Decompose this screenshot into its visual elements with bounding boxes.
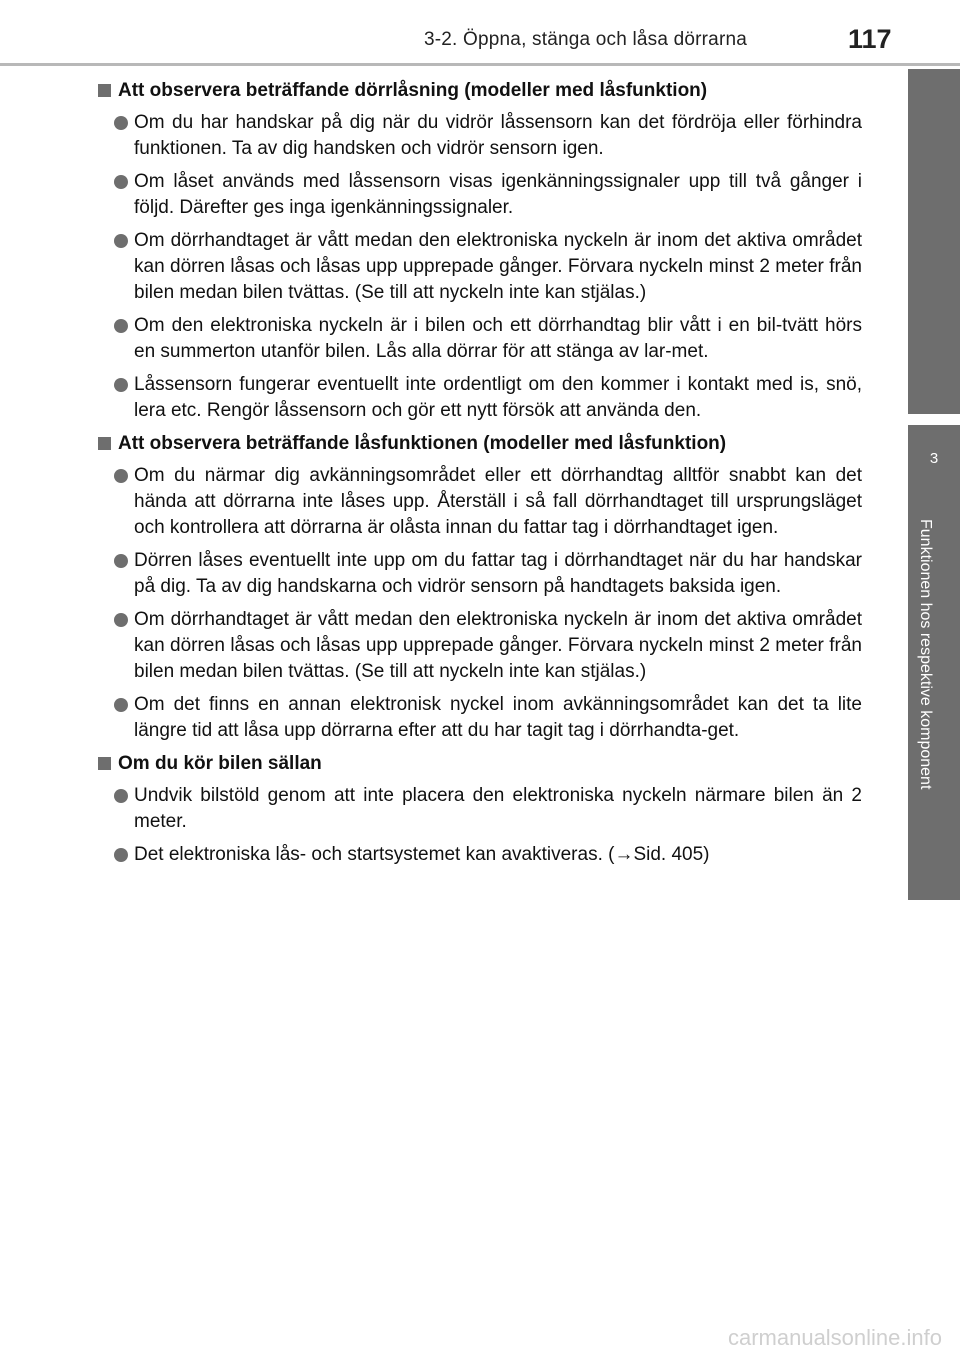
bullet-text: Om dörrhandtaget är vått medan den elektroniska nyckeln är inom det aktiva området kan dörren låsas och låsas upp upprepade gånger. Förvara nyckeln minst 2 meter från bilen medan bilen tvättas. (Se till att nyckeln inte kan stjälas.): [134, 609, 862, 682]
bullet-item: [96, 372, 862, 424]
circle-bullet-icon: [114, 698, 128, 712]
bullet-item: [96, 692, 862, 744]
bullet-text: Om den elektroniska nyckeln är i bilen och ett dörrhandtag blir vått i en bil-tvätt hörs en summerton utanför bilen. Lås alla dörrar för att stänga av lar-met.: [134, 315, 862, 362]
bullet-text: Det elektroniska lås- och startsystemet kan avaktiveras. (→Sid. 405): [134, 844, 710, 865]
circle-bullet-icon: [114, 319, 128, 333]
circle-bullet-icon: [114, 554, 128, 568]
section-heading: [96, 431, 862, 457]
circle-bullet-icon: [114, 789, 128, 803]
bullet-item: [96, 110, 862, 162]
bullet-item: [96, 607, 862, 685]
header-title: 3-2. Öppna, stänga och låsa dörrarna: [424, 29, 748, 50]
header-divider: [0, 63, 960, 66]
square-bullet-icon: [98, 437, 111, 450]
bullet-text: Låssensorn fungerar eventuellt inte ordentligt om den kommer i kontakt med is, snö, lera etc. Rengör låssensorn och gör ett nytt försök att använda den.: [134, 374, 862, 421]
page-content: [96, 78, 862, 875]
bullet-text: Dörren låses eventuellt inte upp om du fattar tag i dörrhandtaget när du har handskar på dig. Ta av dig handskarna och vidrör sensorn på handtagets baksida igen.: [134, 550, 862, 597]
bullet-item: [96, 313, 862, 365]
bullet-item: [96, 463, 862, 541]
circle-bullet-icon: [114, 234, 128, 248]
bullet-item: [96, 842, 862, 868]
bullet-text: Undvik bilstöld genom att inte placera den elektroniska nyckeln närmare bilen än 2 meter.: [134, 785, 862, 832]
side-tab-top: [908, 69, 960, 414]
section-heading-text: Att observera beträffande låsfunktionen (modeller med låsfunktion): [118, 433, 727, 454]
chapter-title: Funktionen hos respektive komponent: [917, 519, 934, 790]
circle-bullet-icon: [114, 116, 128, 130]
bullet-item: [96, 228, 862, 306]
bullet-item: [96, 783, 862, 835]
section: [96, 78, 862, 424]
watermark: carmanualsonline.info: [727, 1325, 942, 1350]
bullet-item: [96, 169, 862, 221]
bullet-text: Om låset används med låssensorn visas igenkänningssignaler upp till två gånger i följd. Därefter ges inga igenkänningssignaler.: [134, 171, 862, 218]
bullet-text: Om du har handskar på dig när du vidrör låssensorn kan det fördröja eller förhindra funktionen. Ta av dig handsken och vidrör sensorn igen.: [134, 112, 862, 159]
bullet-item: [96, 548, 862, 600]
bullet-text: Om du närmar dig avkänningsområdet eller ett dörrhandtag alltför snabbt kan det hända att dörrarna inte låses upp. Återställ i så fall dörrhandtaget till ursprungsläget och kontrollera att dörrarna är olåsta innan du fattar tag i dörrhandtaget igen.: [134, 465, 862, 538]
square-bullet-icon: [98, 757, 111, 770]
section-heading-text: Att observera beträffande dörrlåsning (modeller med låsfunktion): [118, 80, 708, 101]
circle-bullet-icon: [114, 469, 128, 483]
bullet-text: Om det finns en annan elektronisk nyckel inom avkänningsområdet kan det ta lite längre tid att låsa upp dörrarna efter att du har tagit tag i dörrhandta-get.: [134, 694, 862, 741]
section-heading: [96, 78, 862, 104]
circle-bullet-icon: [114, 175, 128, 189]
page-number: 117: [848, 24, 892, 54]
section: [96, 751, 862, 868]
section-heading-text: Om du kör bilen sällan: [118, 753, 322, 774]
section-heading: [96, 751, 862, 777]
square-bullet-icon: [98, 84, 111, 97]
circle-bullet-icon: [114, 378, 128, 392]
bullet-text: Om dörrhandtaget är vått medan den elektroniska nyckeln är inom det aktiva området kan dörren låsas och låsas upp upprepade gånger. Förvara nyckeln minst 2 meter från bilen medan bilen tvättas. (Se till att nyckeln inte kan stjälas.): [134, 230, 862, 303]
chapter-side-tab: [908, 425, 960, 900]
circle-bullet-icon: [114, 848, 128, 862]
chapter-number: 3: [929, 450, 939, 467]
section: [96, 431, 862, 744]
circle-bullet-icon: [114, 613, 128, 627]
